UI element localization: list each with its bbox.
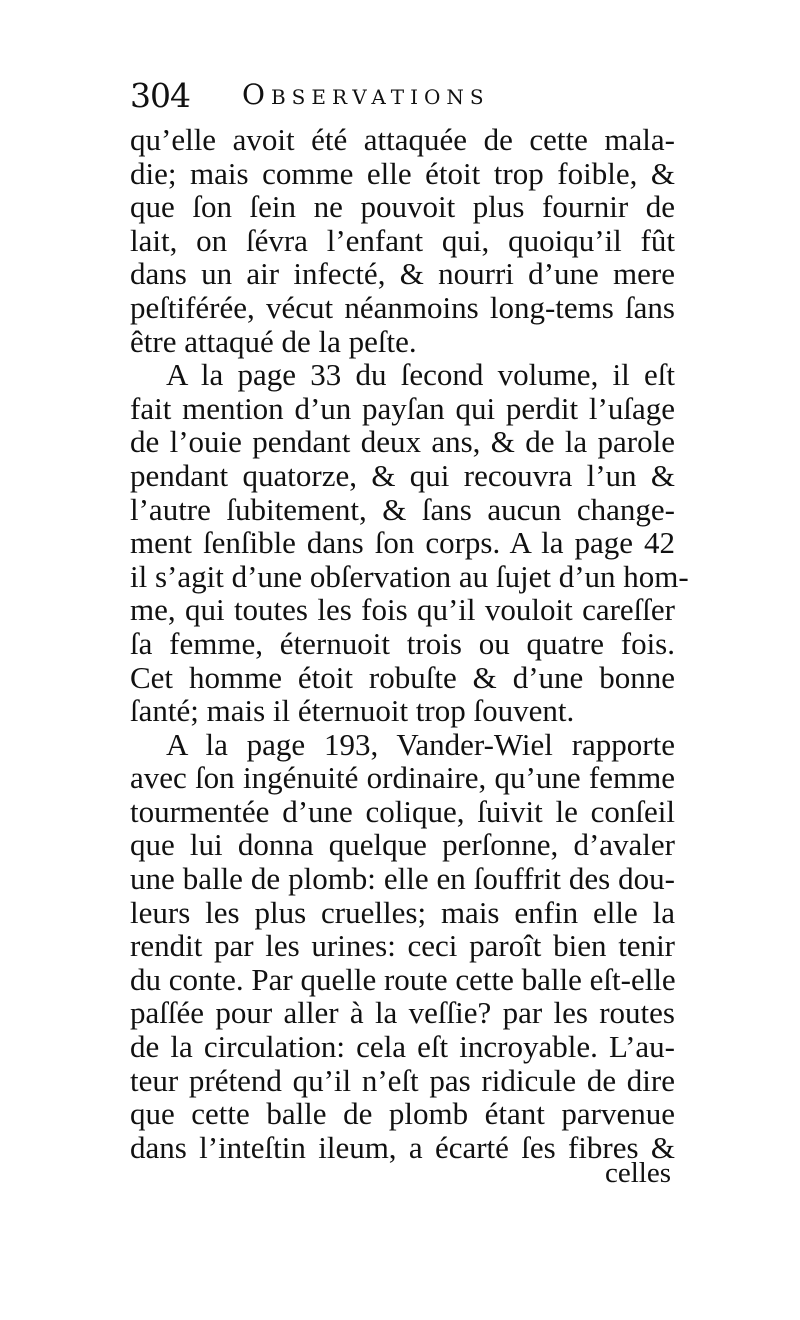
text-line: qu’elle avoit été attaquée de cette mala- <box>130 122 675 157</box>
text-line: lait, on ſévra l’enfant qui, quoiqu’il fût <box>130 222 675 258</box>
text-line: A la page 33 du ſecond volume, il eſt <box>166 357 675 393</box>
text-line: du conte. Par quelle route cette balle eſt-elle <box>130 961 676 997</box>
text-line: peſtiférée, vécut néanmoins long-tems ſans <box>130 289 675 325</box>
text-line: que lui donna quelque perſonne, d’avaler <box>130 827 675 863</box>
text-line: fait mention d’un payſan qui perdit l’uſage <box>130 390 675 426</box>
text-line: que cette balle de plomb étant parvenue <box>130 1096 675 1132</box>
text-line: dans l’inteſtin ileum, a écarté ſes fibres & <box>130 1129 675 1165</box>
text-line: tourmentée d’une colique, ſuivit le conſeil <box>130 793 675 829</box>
text-line: ſa femme, éternuoit trois ou quatre fois. <box>130 625 675 661</box>
text-line: ſanté; mais il éternuoit trop ſouvent. <box>130 693 575 729</box>
text-line: avec ſon ingénuité ordinaire, qu’une femme <box>130 760 675 796</box>
text-line: de l’ouie pendant deux ans, & de la parole <box>130 424 675 460</box>
text-line: que ſon ſein ne pouvoit plus fournir de <box>130 189 675 225</box>
text-line: teur prétend qu’il n’eſt pas ridicule de dire <box>130 1062 675 1098</box>
text-line: rendit par les urines: ceci paroît bien tenir <box>130 928 675 964</box>
text-line: die; mais comme elle étoit trop foible, & <box>130 155 675 191</box>
text-line: Cet homme étoit robuſte & d’une bonne <box>130 659 675 695</box>
page-number: 304 <box>130 76 190 115</box>
text-line: une balle de plomb: elle en ſouffrit des dou- <box>130 861 675 897</box>
running-title: Observations <box>242 78 490 111</box>
text-line: A la page 193, Vander-Wiel rapporte <box>166 726 675 762</box>
text-line: pendant quatorze, & qui recouvra l’un & <box>130 457 675 493</box>
text-line: de la circulation: cela eſt incroyable. L’au- <box>130 1029 675 1065</box>
page-header <box>130 76 680 124</box>
text-line: paſſée pour aller à la veſſie? par les routes <box>130 995 675 1031</box>
text-line: ment ſenſible dans ſon corps. A la page 42 <box>130 525 675 561</box>
text-line: leurs les plus cruelles; mais enfin elle la <box>130 894 675 930</box>
text-line: me, qui toutes les fois qu’il vouloit careſſer <box>130 592 675 628</box>
text-line: il s’agit d’une obſervation au ſujet d’un hom- <box>130 558 689 594</box>
text-line: dans un air infecté, & nourri d’une mere <box>130 256 675 292</box>
text-line: être attaqué de la peſte. <box>130 323 417 359</box>
catchword: celles <box>605 1157 672 1189</box>
text-line: l’autre ſubitement, & ſans aucun change- <box>130 491 675 527</box>
body-text <box>130 122 689 1165</box>
